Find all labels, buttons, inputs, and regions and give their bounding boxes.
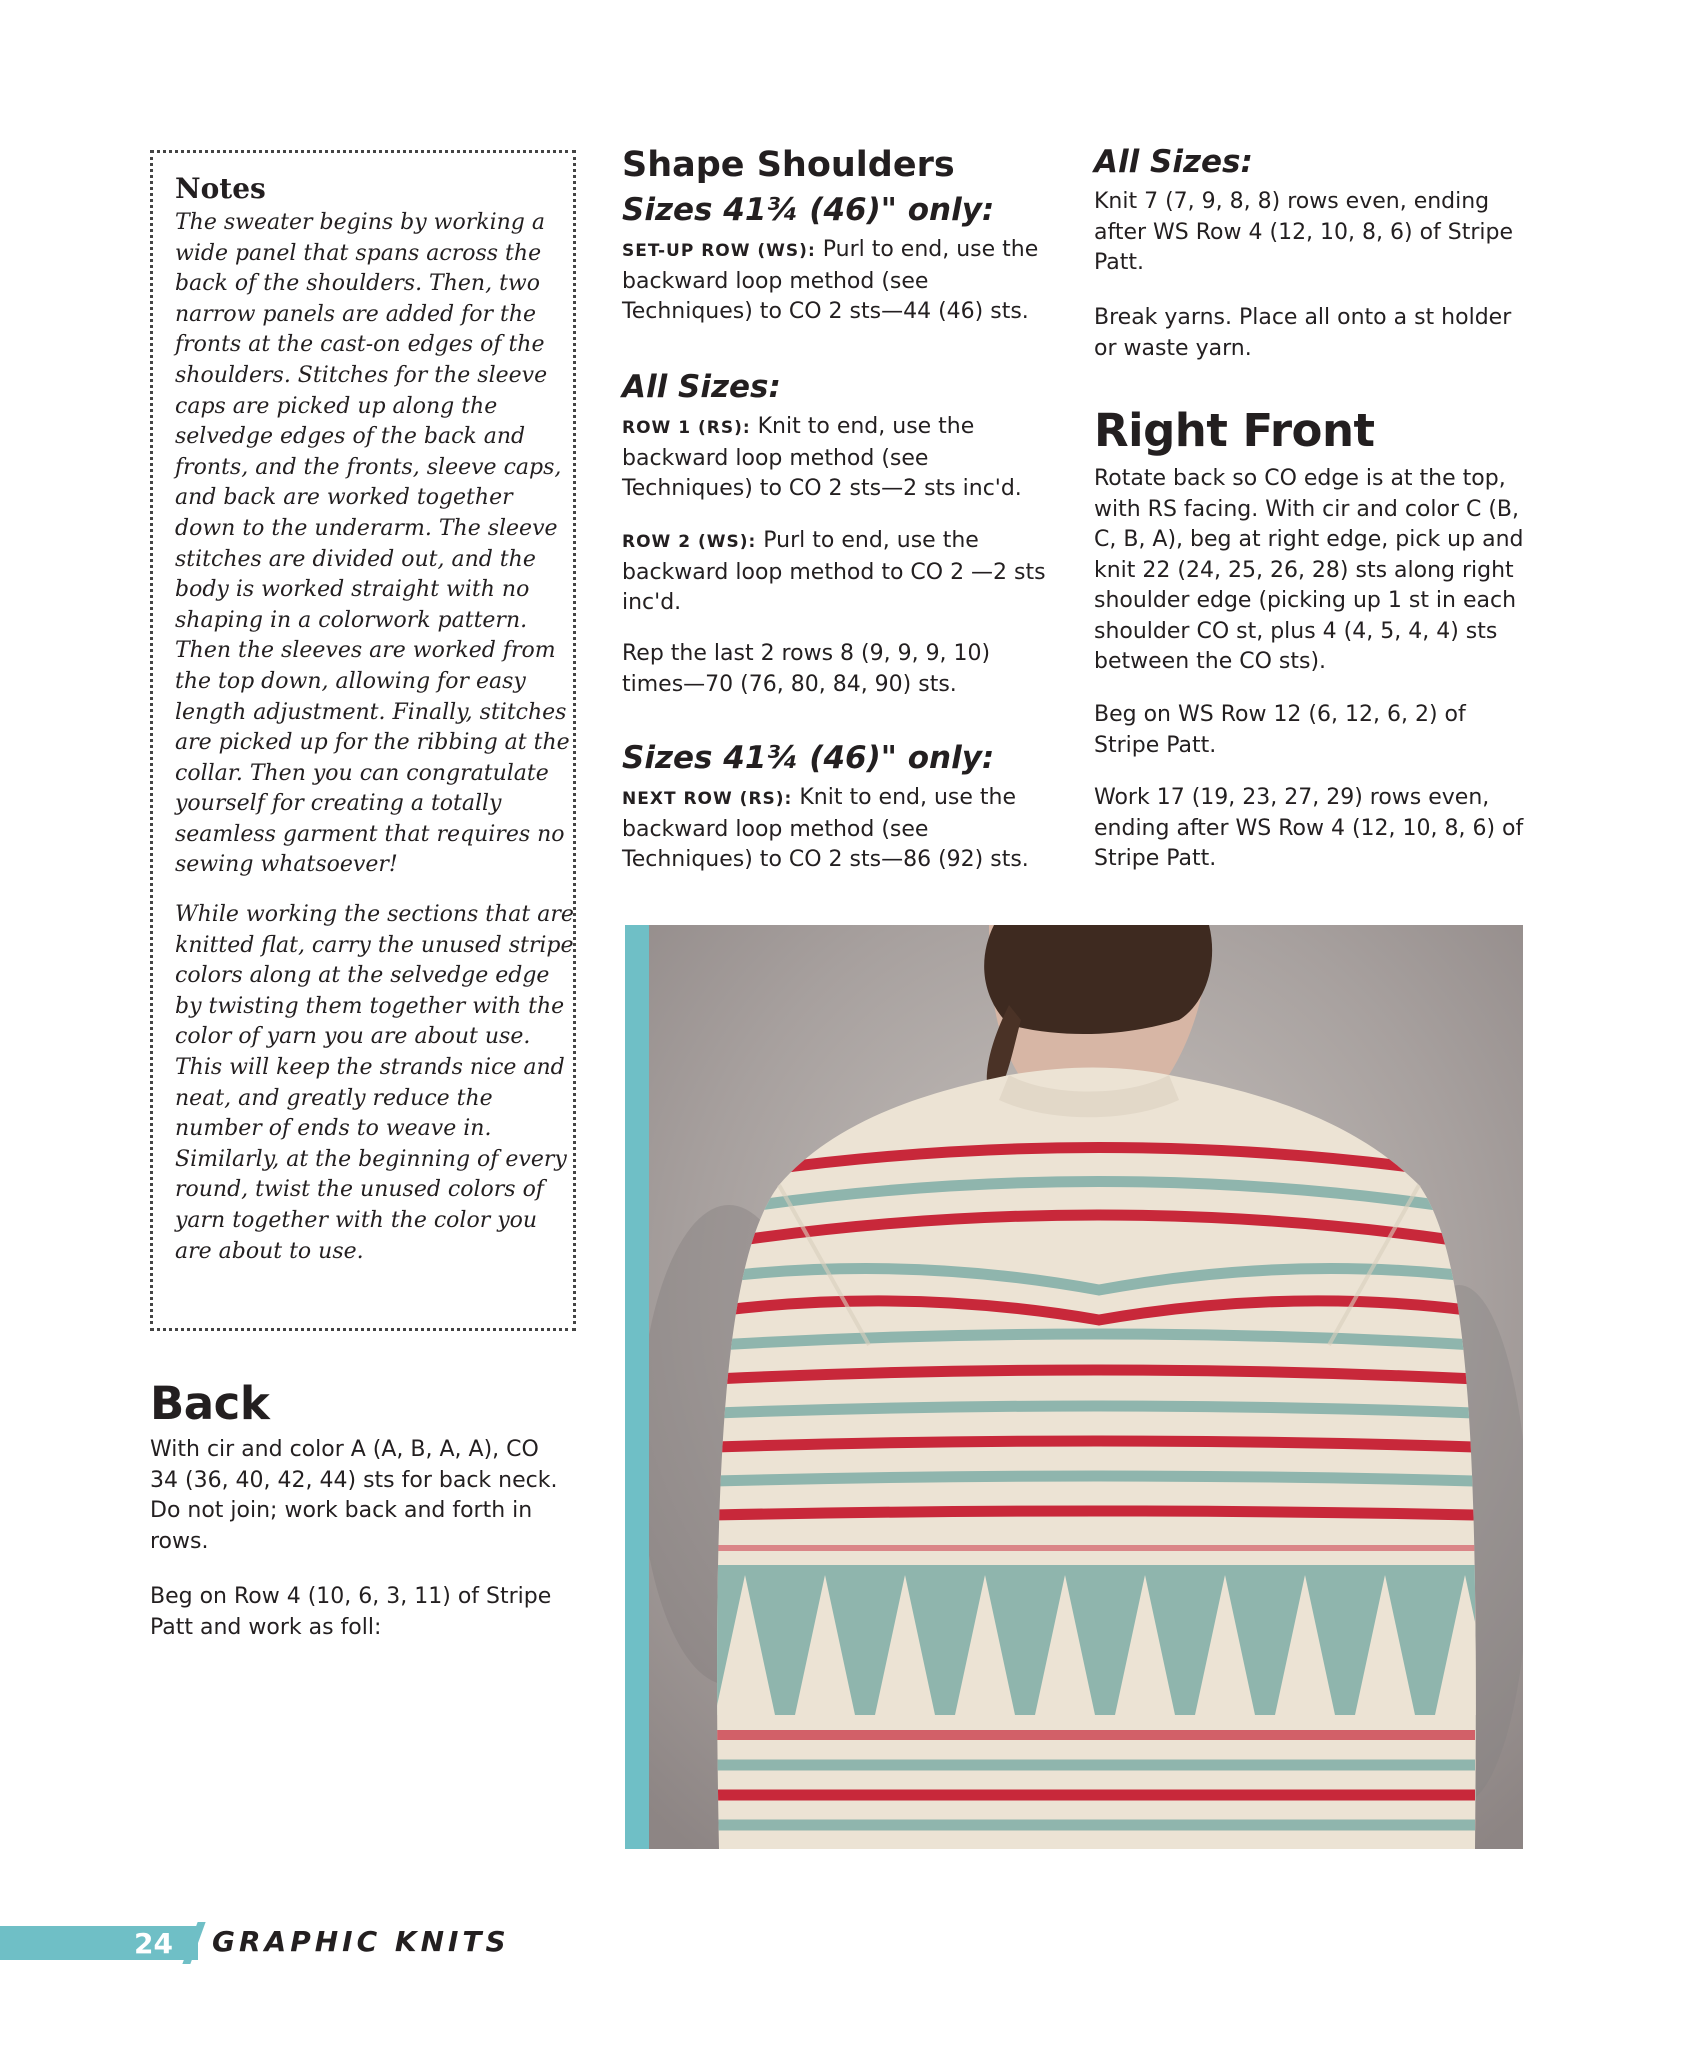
break-yarns-paragraph: Break yarns. Place all onto a st holder or waste yarn. <box>1094 305 1512 361</box>
back-paragraph-1: With cir and color A (A, B, A, A), CO 34 (36, 40, 42, 44) sts for back neck. Do not join; work back and forth in rows. <box>150 1437 558 1554</box>
row1-label: ROW 1 (RS): <box>622 418 751 438</box>
next-row-paragraph <box>622 783 1052 876</box>
right-front-heading: Right Front <box>1094 404 1375 457</box>
right-front-paragraph-3: Work 17 (19, 23, 27, 29) rows even, ending after WS Row 4 (12, 10, 8, 6) of Stripe Patt. <box>1094 785 1524 871</box>
back-heading: Back <box>150 1377 270 1430</box>
right-front-paragraph-2: Beg on WS Row 12 (6, 12, 6, 2) of Stripe Patt. <box>1094 702 1466 758</box>
knit-even-paragraph: Knit 7 (7, 9, 8, 8) rows even, ending after WS Row 4 (12, 10, 8, 6) of Stripe Patt. <box>1094 189 1514 275</box>
col3-all-sizes-subheading: All Sizes: <box>1094 144 1253 180</box>
striped-sweater-image <box>649 925 1523 1849</box>
setup-row-paragraph <box>622 235 1052 328</box>
photo-accent-bar <box>625 925 649 1849</box>
setup-row-label: SET-UP ROW (WS): <box>622 241 816 261</box>
sizes-subheading-1: Sizes 41¾ (46)" only: <box>622 192 995 228</box>
next-row-label: NEXT ROW (RS): <box>622 789 793 809</box>
notes-paragraph-2: While working the sections that are knitted flat, carry the unused stripe colors along at the selvedge edge by twisting them together with the color of yarn you are about use. This will keep the strands nice and neat, and greatly reduce the number of ends to weave in. Similarly, at the beginning of every round, twist the unused colors of yarn together with the color you are about to use. <box>175 902 574 1264</box>
notes-title: Notes <box>175 172 266 205</box>
shape-shoulders-heading: Shape Shoulders <box>622 145 955 185</box>
all-sizes-subheading: All Sizes: <box>622 369 781 405</box>
book-title: GRAPHIC KNITS <box>212 1925 510 1958</box>
row2-label: ROW 2 (WS): <box>622 532 757 552</box>
row1-paragraph <box>622 412 1052 505</box>
page-number: 24 <box>134 1927 173 1960</box>
notes-paragraph-1: The sweater begins by working a wide panel that spans across the back of the shoulders. Then, two narrow panels are added for the fronts at the cast-on edges of the shoulders. Stitches for the sleeve caps are picked up along the selvedge edges of the back and fronts, and the fronts, sleeve caps, and back are worked together down to the underarm. The sleeve stitches are divided out, and the body is worked straight with no shaping in a colorwork pattern. Then the sleeves are worked from the top down, allowing for easy length adjustment. Finally, stitches are picked up for the ribbing at the collar. Then you can congratulate yourself for creating a totally seamless garment that requires no sewing whatsoever! <box>175 210 570 878</box>
back-paragraph-2: Beg on Row 4 (10, 6, 3, 11) of Stripe Patt and work as foll: <box>150 1584 552 1640</box>
repeat-paragraph: Rep the last 2 rows 8 (9, 9, 9, 10) times—70 (76, 80, 84, 90) sts. <box>622 641 991 697</box>
sizes-subheading-2: Sizes 41¾ (46)" only: <box>622 740 995 776</box>
setup-row-text: Purl to end, use the backward loop method (see Techniques) to CO 2 sts—44 (46) sts. <box>622 237 1039 324</box>
next-row-text: Knit to end, use the backward loop method (see Techniques) to CO 2 sts—86 (92) sts. <box>622 785 1029 872</box>
right-front-paragraph-1: Rotate back so CO edge is at the top, with RS facing. With cir and color C (B, C, B, A), beg at right edge, pick up and knit 22 (24, 25, 26, 28) sts along right shoulder edge (picking up 1 st in each shoulder CO st, plus 4 (4, 5, 4, 4) sts between the CO sts). <box>1094 466 1524 674</box>
sweater-photo <box>625 925 1523 1849</box>
row2-text: Purl to end, use the backward loop method to CO 2 —2 sts inc'd. <box>622 528 1046 615</box>
row1-text: Knit to end, use the backward loop method (see Techniques) to CO 2 sts—2 sts inc'd. <box>622 414 1022 501</box>
row2-paragraph <box>622 526 1052 619</box>
